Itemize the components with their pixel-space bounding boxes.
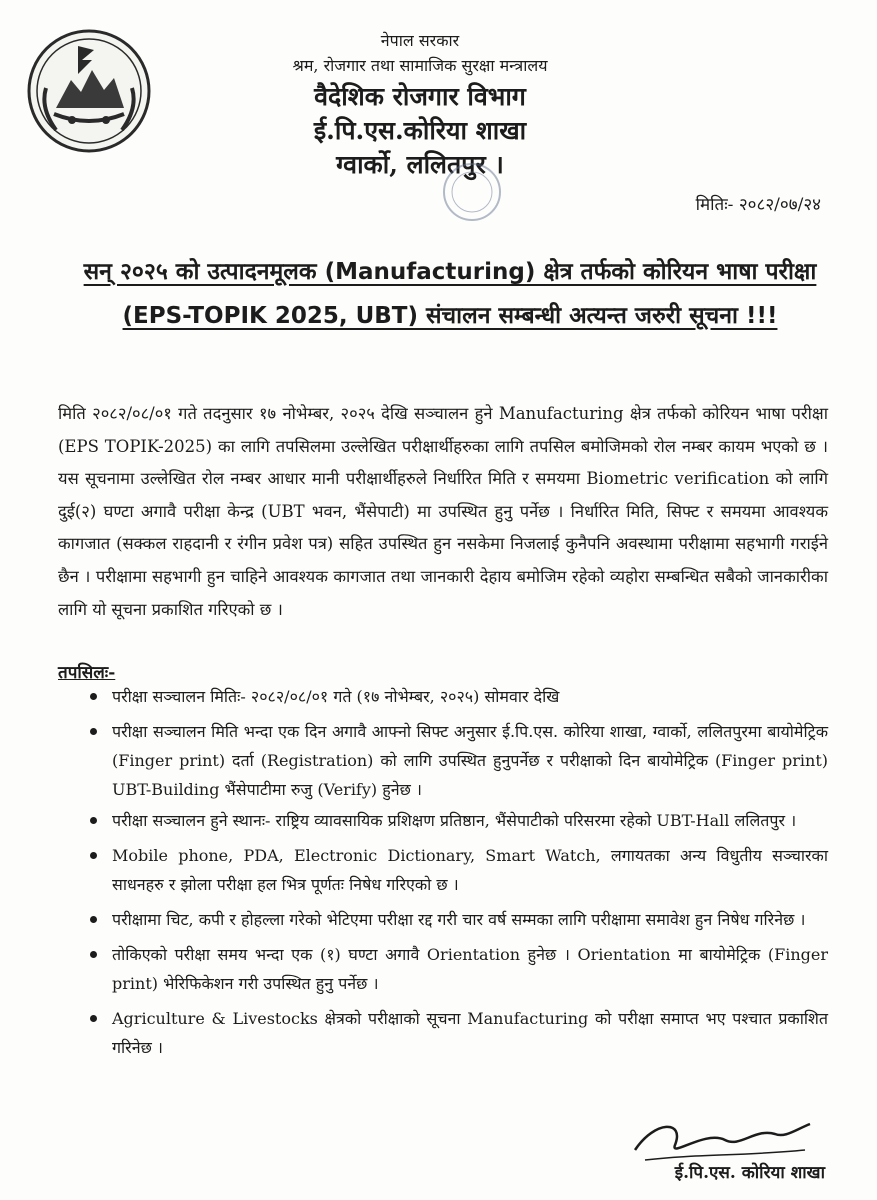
office-stamp-icon xyxy=(440,160,504,224)
ministry-name: श्रम, रोजगार तथा सामाजिक सुरक्षा मन्त्रालय xyxy=(292,56,548,75)
letterhead xyxy=(160,30,680,182)
notice-title: सन् २०२५ को उत्पादनमूलक (Manufacturing) क्षेत्र तर्फको कोरियन भाषा परीक्षा (EPS-TOPIK 2025, UBT) संचालन सम्बन्धी अत्यन्त जरुरी सूचना !!! xyxy=(83,259,817,329)
bullet-icon xyxy=(90,817,97,824)
list-item-text: परीक्षा सञ्चालन हुने स्थानः- राष्ट्रिय व्यावसायिक प्रशिक्षण प्रतिष्ठान, भैंसेपाटीको परिसरमा रहेको UBT-Hall ललितपुर । xyxy=(112,811,797,830)
list-item xyxy=(84,682,828,711)
list-item xyxy=(84,717,828,804)
office-location: ग्वार्को, ललितपुर । xyxy=(336,150,504,179)
list-item xyxy=(84,841,828,899)
list-item-text: परीक्षा सञ्चालन मिति भन्दा एक दिन अगावै आफ्नो सिफ्ट अनुसार ई.पि.एस. कोरिया शाखा, ग्वार्को, ललितपुरमा बायोमेट्रिक (Finger print) दर्ता (Registration) को लागि उपस्थित हुनुपर्नेछ र परीक्षाको दिन बायोमेट्रिक (Finger print) UBT-Building भैंसेपाटीमा रुजु (Verify) हुनेछ । xyxy=(112,722,828,799)
list-item xyxy=(84,806,828,835)
details-label: तपसिलः- xyxy=(58,663,116,683)
signature-caption: ई.पि.एस. कोरिया शाखा xyxy=(674,1163,825,1183)
nepal-government-emblem-icon xyxy=(26,28,152,154)
list-item-text: परीक्षा सञ्चालन मितिः- २०८२/०८/०१ गते (१७ नोभेम्बर, २०२५) सोमवार देखि xyxy=(112,687,560,706)
list-item-text: परीक्षामा चिट, कपी र होहल्ला गरेको भेटिएमा परीक्षा रद्द गरी चार वर्ष सम्मका लागि परीक्षामा समावेश हुन निषेध गरिनेछ । xyxy=(112,910,806,929)
notice-date: मितिः- २०८२/०७/२४ xyxy=(695,195,821,215)
branch-name: ई.पि.एस.कोरिया शाखा xyxy=(313,116,527,145)
notice-body: मिति २०८२/०८/०१ गते तदनुसार १७ नोभेम्बर, २०२५ देखि सञ्चालन हुने Manufacturing क्षेत्र तर्फको कोरियन भाषा परीक्षा (EPS TOPIK-2025) का लागि तपसिलमा उल्लेखित परीक्षार्थीहरुका लागि तपसिल बमोजिमको रोल नम्बर कायम भएको छ । यस सूचनामा उल्लेखित रोल नम्बर आधार मानी परीक्षार्थीहरुले निर्धारित मिति र समयमा Biometric verification को लागि दुई(२) घण्टा अगावै परीक्षा केन्द्र (UBT भवन, भैंसेपाटी) मा उपस्थित हुनु पर्नेछ । निर्धारित मिति, सिफ्ट र समयमा आवश्यक कागजात (सक्कल राहदानी र रंगीन प्रवेश पत्र) सहित उपस्थित हुन नसकेमा निजलाई कुनैपनि अवस्थामा परीक्षामा सहभागी गराईने छैन । परीक्षामा सहभागी हुन चाहिने आवश्यक कागजात तथा जानकारी देहाय बमोजिम रहेको व्यहोरा सम्बन्धित सबैको जानकारीका लागि यो सूचना प्रकाशित गरिएको छ । xyxy=(58,404,828,619)
details-list xyxy=(84,682,828,1068)
list-item xyxy=(84,1004,828,1062)
bullet-icon xyxy=(90,1015,97,1022)
list-item-text: तोकिएको परीक्षा समय भन्दा एक (१) घण्टा अगावै Orientation हुनेछ । Orientation मा बायोमेट्रिक (Finger print) भेरिफिकेशन गरी उपस्थित हुनु पर्नेछ । xyxy=(112,945,828,993)
bullet-icon xyxy=(90,951,97,958)
bullet-icon xyxy=(90,728,97,735)
list-item xyxy=(84,940,828,998)
bullet-icon xyxy=(90,852,97,859)
bullet-icon xyxy=(90,916,97,923)
bullet-icon xyxy=(90,693,97,700)
list-item-text: Agriculture & Livestocks क्षेत्रको परीक्षाको सूचना Manufacturing को परीक्षा समाप्त भए पश्चात प्रकाशित गरिनेछ । xyxy=(112,1009,828,1057)
government-name: नेपाल सरकार xyxy=(380,31,460,50)
department-name: वैदेशिक रोजगार विभाग xyxy=(314,82,526,111)
list-item-text: Mobile phone, PDA, Electronic Dictionary, Smart Watch, लगायतका अन्य विधुतीय सञ्चारका साधनहरु र झोला परीक्षा हल भित्र पूर्णतः निषेध गरिएको छ । xyxy=(112,846,828,894)
list-item xyxy=(84,905,828,934)
